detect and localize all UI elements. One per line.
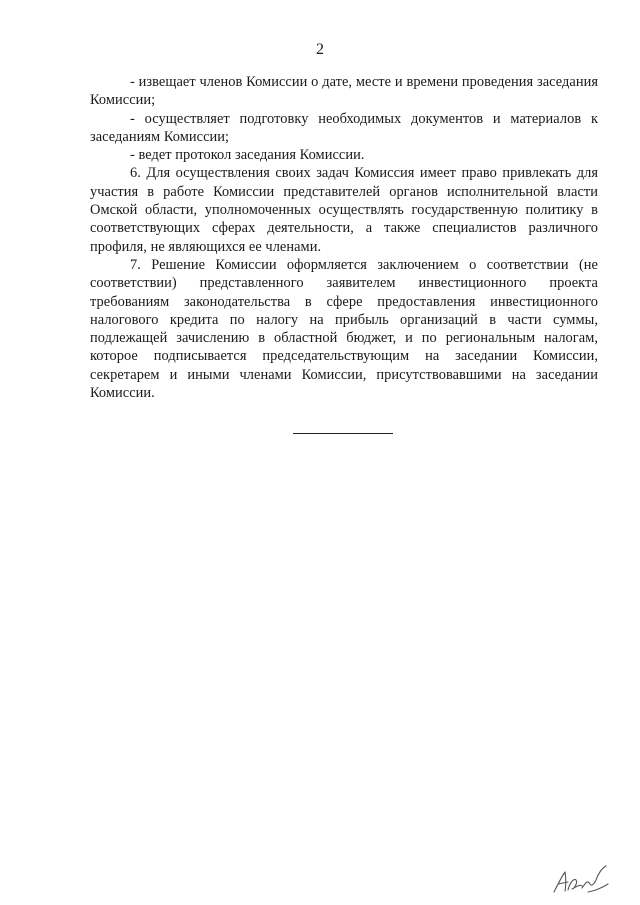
paragraph-prepare-documents: - осуществляет подготовку необходимых документов и материалов к заседаниям Комиссии; (90, 110, 598, 145)
paragraph-notify-members: - извещает членов Комиссии о дате, месте и времени проведения заседания Комиссии; (90, 74, 598, 109)
paragraph-item-6: 6. Для осуществления своих задач Комиссия имеет право привлекать для участия в работе Комиссии представителей органов исполнительной власти Омской области, уполномоченных осуществлять государственную политику в соответствующих сферах деятельности, а также специалистов различного профиля, не являющихся ее членами. (90, 165, 598, 255)
paragraph-keep-minutes: - ведет протокол заседания Комиссии. (130, 147, 365, 164)
signature-icon (548, 862, 612, 898)
document-body (90, 73, 598, 402)
page-number: 2 (316, 41, 324, 58)
end-separator-line (293, 433, 393, 434)
paragraph-item-7: 7. Решение Комиссии оформляется заключением о соответствии (не соответствии) представленного заявителем инвестиционного проекта требованиям законодательства в сфере предоставления инвестиционного налогового кредита по налогу на прибыль организаций в части суммы, подлежащей зачислению в областной бюджет, и по региональным налогам, которое подписывается председательствующим на заседании Комиссии, секретарем и иными членами Комиссии, присутствовавшими на заседании Комиссии. (90, 256, 598, 402)
